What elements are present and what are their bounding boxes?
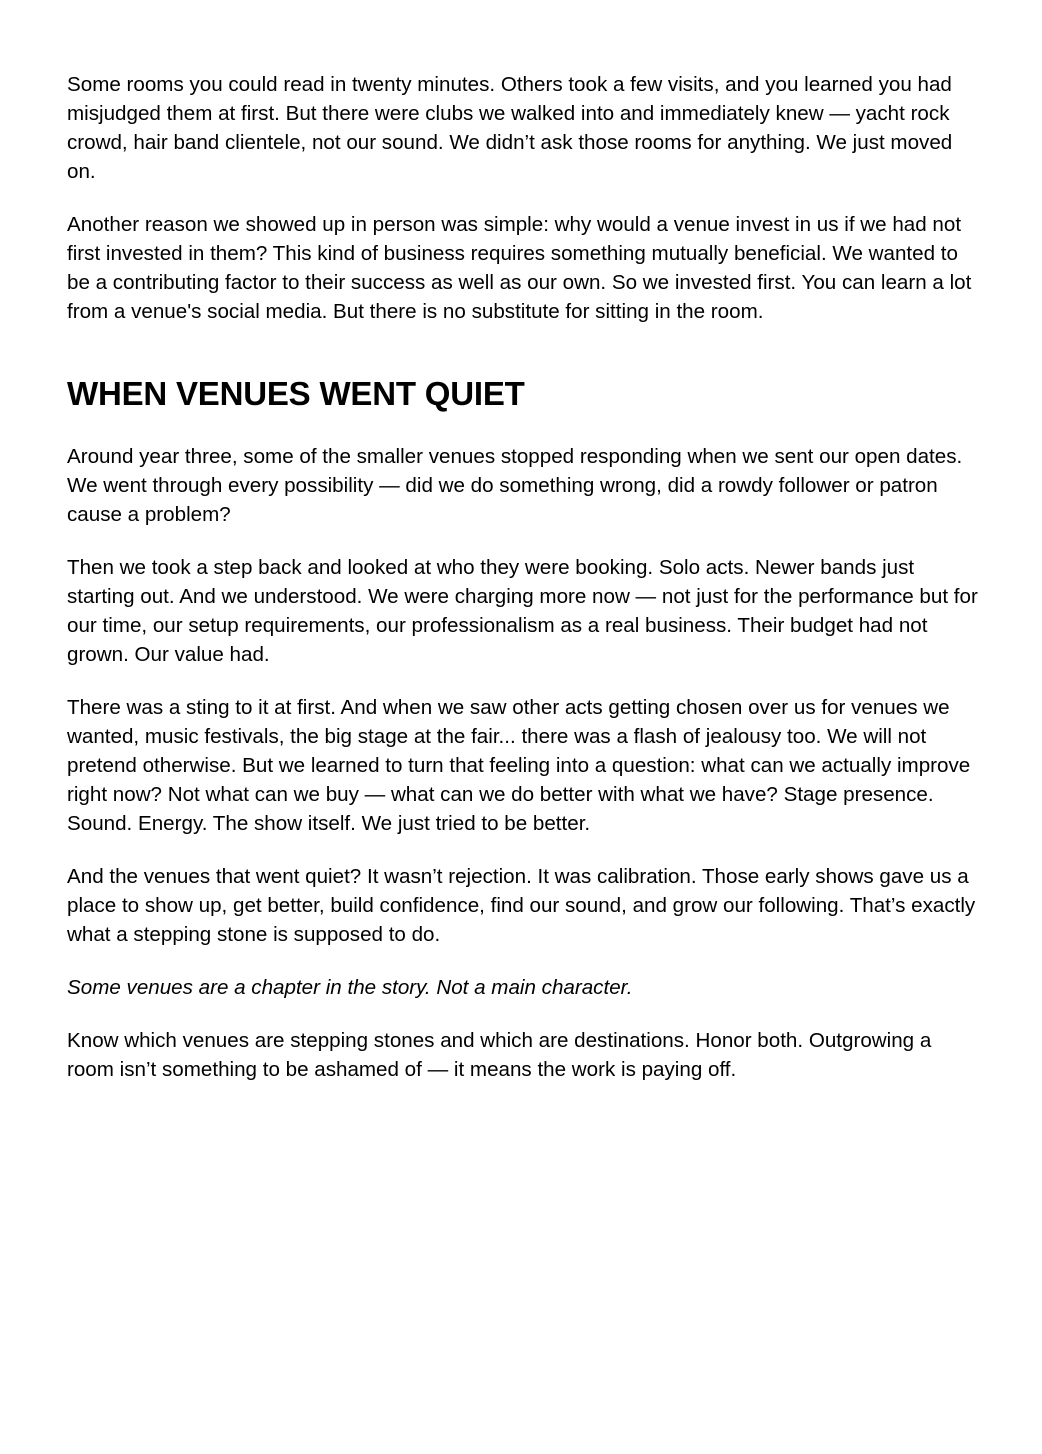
italic-takeaway: Some venues are a chapter in the story. Not a main character. [67,976,633,999]
paragraph-year-three: Around year three, some of the smaller venues stopped responding when we sent our open dates. We went through every possibility — did we do something wrong, did a rowdy follower or patron cause a problem? [67,445,963,526]
paragraph-who-they-booked: Then we took a step back and looked at who they were booking. Solo acts. Newer bands just starting out. And we understood. We were charging more now — not just for the performance but for our time, our setup requirements, our professionalism as a real business. Their budget had not grown. Our value had. [67,556,978,666]
paragraph-calibration: And the venues that went quiet? It wasn’t rejection. It was calibration. Those early shows gave us a place to show up, get better, build confidence, find our sound, and grow our following. That’s exactly what a stepping stone is supposed to do. [67,865,976,946]
paragraph-sting: There was a sting to it at first. And when we saw other acts getting chosen over us for venues we wanted, music festivals, the big stage at the fair... there was a flash of jealousy too. We will not pretend otherwise. But we learned to turn that feeling into a question: what can we actually improve right now? Not what can we buy — what can we do better with what we have? Stage presence. Sound. Energy. The show itself. We just tried to be better. [67,696,971,835]
paragraph-closing: Know which venues are stepping stones and which are destinations. Honor both. Outgrowing a room isn’t something to be ashamed of — it means the work is paying off. [67,1029,932,1081]
section-heading: WHEN VENUES WENT QUIET [67,375,525,412]
paragraph-showing-up-in-person: Another reason we showed up in person was simple: why would a venue invest in us if we had not first invested in them? This kind of business requires something mutually beneficial. We wanted to be a contributing factor to their success as well as our own. So we invested first. You can learn a lot from a venue's social media. But there is no substitute for sitting in the room. [67,213,972,323]
paragraph-reading-rooms: Some rooms you could read in twenty minutes. Others took a few visits, and you learned you had misjudged them at first. But there were clubs we walked into and immediately knew — yacht rock crowd, hair band clientele, not our sound. We didn’t ask those rooms for anything. We just moved on. [67,73,953,183]
document-page [67,70,979,1108]
